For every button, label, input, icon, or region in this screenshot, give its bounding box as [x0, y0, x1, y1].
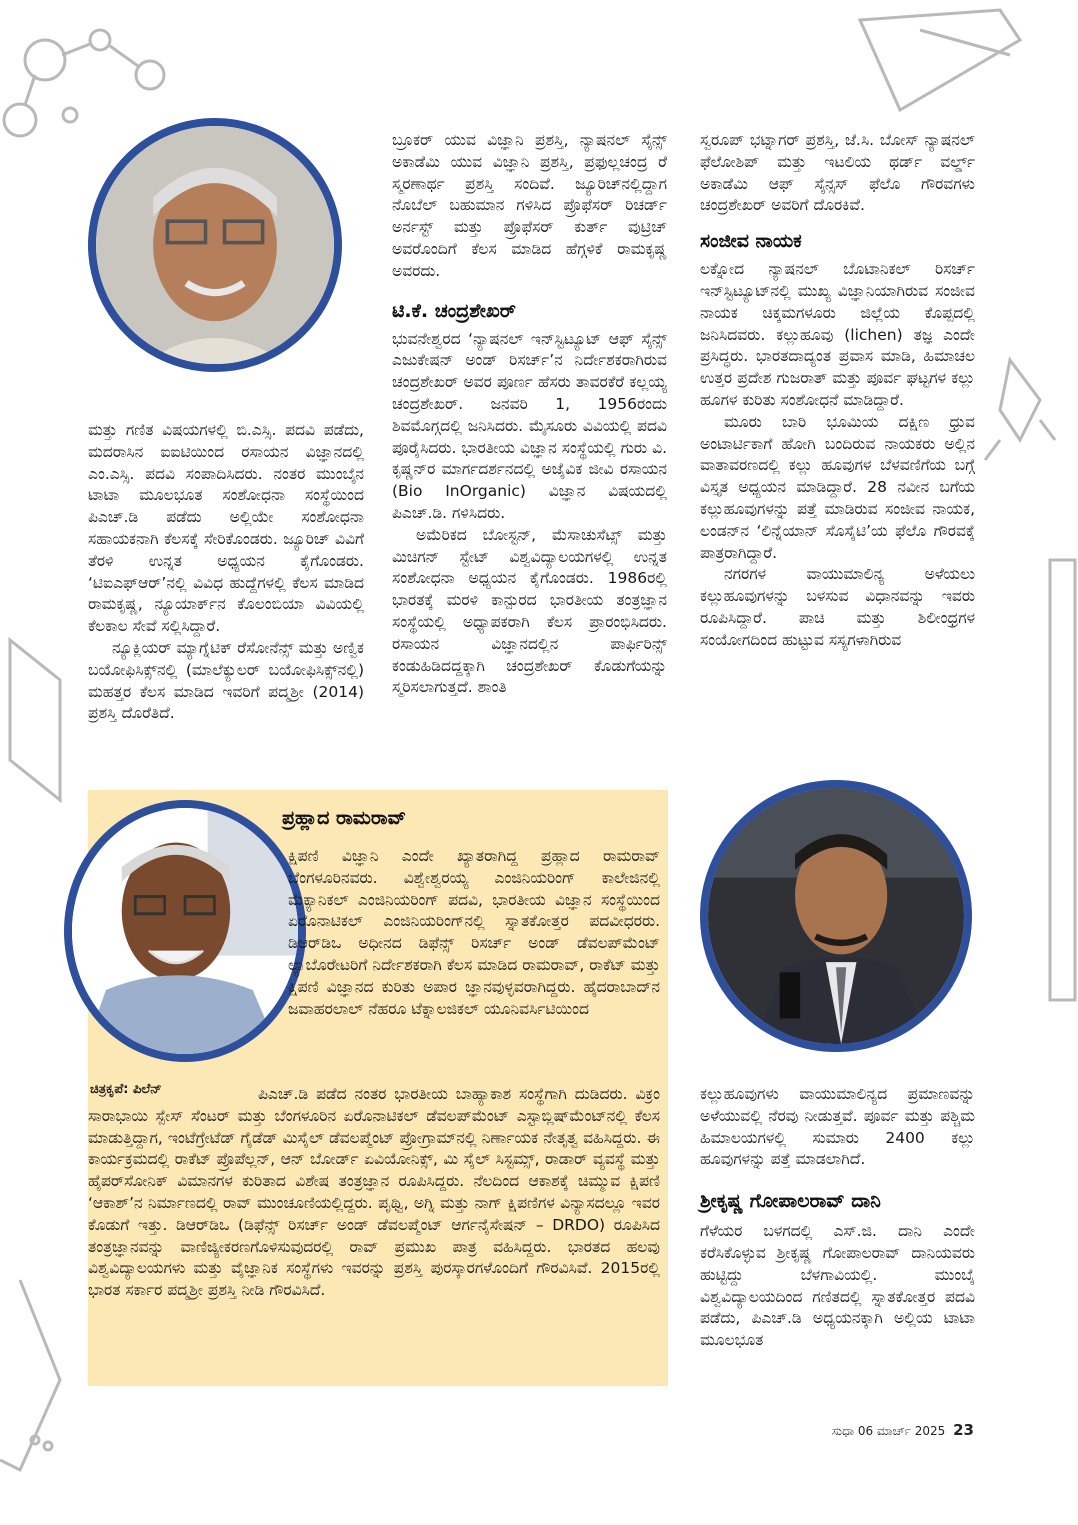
photo-credit-caption: ಚಿತ್ರಕೃಪೆ: ಪಿಲೆನ್ [90, 1082, 162, 1097]
box-paragraph-1-wrap [288, 846, 660, 1020]
box-paragraph-2: ಪಿಎಚ್.ಡಿ ಪಡೆದ ನಂತರ ಭಾರತೀಯ ಬಾಹ್ಯಾಕಾಶ ಸಂಸ್ಥೆಗಾಗಿ ದುಡಿದರು. ವಿಕ್ರಂ ಸಾರಾಭಾಯಿ ಸ್ಪೇಸ್ ಸೆಂಟರ್ ಮತ್ತು ಬೆಂಗಳೂರಿನ ಏರೊನಾಟಿಕಲ್ ಡೆವಲಪ್‌ಮೆಂಟ್ ಎಸ್ಟಾಬ್ಲಿಷ್‌ಮೆಂಟ್‌ನಲ್ಲಿ ಕೆಲಸ ಮಾಡುತ್ತಿದ್ದಾಗ, ಇಂಟೆಗ್ರೇಟೆಡ್ ಗೈಡೆಡ್ ಮಿಸೈಲ್ ಡೆವಲಪ್ಮೆಂಟ್ ಪ್ರೋಗ್ರಾಮ್‌ನಲ್ಲಿ ನಿರ್ಣಾಯಕ ನೇತೃತ್ವ ವಹಿಸಿದ್ದರು. ಈ ಕಾರ್ಯಕ್ರಮದಲ್ಲಿ ರಾಕೆಟ್ ಪ್ರೊಪೆಲ್ಲನ್, ಆನ್ ಬೋರ್ಡ್ ಏವಿಯೋನಿಕ್ಸ್, ಮಿ ಸೈಲ್ ಸಿಸ್ಟಮ್ಸ್, ರಾಡಾರ್ ವ್ಯವಸ್ಥೆ ಮತ್ತು ಹೈಪರ್‌ಸೋನಿಕ್ ವಿಮಾನಗಳ ಕುರಿತಾದ ವಿಶೇಷ ತಂತ್ರಜ್ಞಾನ ರೂಪಿಸಿದ್ದರು. ನೆಲದಿಂದ ಆಕಾಶಕ್ಕೆ ಚಿಮ್ಮುವ ಕ್ಷಿಪಣಿ ‘ಆಕಾಶ್’ನ ನಿರ್ಮಾಣದಲ್ಲಿ ರಾವ್ ಮುಂಚೂಣಿಯಲ್ಲಿದ್ದರು. ಪೃಥ್ವಿ, ಅಗ್ನಿ ಮತ್ತು ನಾಗ್ ಕ್ಷಿಪಣಿಗಳ ವಿನ್ಯಾಸದಲ್ಲೂ ಇವರ ಕೊಡುಗೆ ಇತ್ತು. ಡಿಆರ್‌ಡಿಒ (ಡಿಫೆನ್ಸ್ ರಿಸರ್ಚ್ ಅಂಡ್ ಡೆವಲಪ್ಮೆಂಟ್ ಆರ್ಗನೈಸೇಷನ್ – DRDO) ರೂಪಿಸಿದ ತಂತ್ರಜ್ಞಾನವನ್ನು ವಾಣಿಜ್ಯೀಕರಣಗೊಳಿಸುವುದರಲ್ಲಿ ರಾವ್ ಪ್ರಮುಖ ಪಾತ್ರ ವಹಿಸಿದ್ದರು. ಭಾರತದ ಹಲವು ವಿಶ್ವವಿದ್ಯಾಲಯಗಳು ಮತ್ತು ವೈಜ್ಞಾನಿಕ ಸಂಸ್ಥೆಗಳು ಇವರನ್ನು ಪ್ರಶಸ್ತಿ ಪುರಸ್ಕಾರಗಳೊಂದಿಗೆ ಗೌರವಿಸಿವೆ. 2015ರಲ್ಲಿ ಭಾರತ ಸರ್ಕಾರ ಪದ್ಮಶ್ರೀ ಪ್ರಶಸ್ತಿ ನೀಡಿ ಗೌರವಿಸಿದೆ. [88, 1085, 660, 1300]
col2-paragraph-3: ಅಮೆರಿಕದ ಬೋಸ್ಟನ್, ಮೆಸಾಚುಸೆಟ್ಸ್ ಮತ್ತು ಮಿಚಿಗನ್ ಸ್ಟೇಟ್ ವಿಶ್ವವಿದ್ಯಾಲಯಗಳಲ್ಲಿ ಉನ್ನತ ಸಂಶೋಧನಾ ಅಧ್ಯಯನ ಕೈಗೊಂಡರು. 1986ರಲ್ಲಿ ಭಾರತಕ್ಕೆ ಮರಳಿ ಕಾನ್ಪುರದ ಭಾರತೀಯ ತಂತ್ರಜ್ಞಾನ ಸಂಸ್ಥೆಯಲ್ಲಿ ಅಧ್ಯಾಪಕರಾಗಿ ಕೆಲಸ ಪ್ರಾರಂಭಿಸಿದರು. ರಸಾಯನ ವಿಜ್ಞಾನದಲ್ಲಿನ ಪಾರ್ಫಿರಿನ್ಸ್ ಕಂಡುಹಿಡಿದದ್ದಕ್ಕಾಗಿ ಚಂದ್ರಶೇಖರ್ ಕೊಡುಗೆಯನ್ನು ಸ್ಮರಿಸಲಾಗುತ್ತದೆ. ಶಾಂತಿ [392, 525, 667, 697]
col3-paragraph-2: ಲಕ್ನೋದ ನ್ಯಾಷನಲ್ ಬೊಟಾನಿಕಲ್ ರಿಸರ್ಚ್ ಇನ್‌ಸ್ಟಿಟ್ಯೂಟ್‌ನಲ್ಲಿ ಮುಖ್ಯ ವಿಜ್ಞಾನಿಯಾಗಿರುವ ಸಂಜೀವ ನಾಯಕ ಚಿಕ್ಕಮಗಳೂರು ಜಿಲ್ಲೆಯ ಕೊಪ್ಪದಲ್ಲಿ ಜನಿಸಿದವರು. ಕಲ್ಲುಹೂವು (lichen) ತಜ್ಞ ಎಂದೇ ಪ್ರಸಿದ್ಧರು. ಭಾರತದಾದ್ಯಂತ ಪ್ರವಾಸ ಮಾಡಿ, ಹಿಮಾಚಲ ಉತ್ತರ ಪ್ರದೇಶ ಗುಜರಾತ್ ಮತ್ತು ಪೂರ್ವ ಘಟ್ಟಗಳ ಕಲ್ಲು ಹೂಗಳ ಕುರಿತು ಸಂಶೋಧನೆ ಮಾಡಿದ್ದಾರೆ. [700, 260, 975, 409]
col2-paragraph-1: ಬ್ರೂಕರ್ ಯುವ ವಿಜ್ಞಾನಿ ಪ್ರಶಸ್ತಿ, ನ್ಯಾಷನಲ್ ಸೈನ್ಸ್ ಅಕಾಡೆಮಿ ಯುವ ವಿಜ್ಞಾನಿ ಪ್ರಶಸ್ತಿ, ಪ್ರಫುಲ್ಲಚಂದ್ರ ರೆ ಸ್ಮರಣಾರ್ಥ ಪ್ರಶಸ್ತಿ ಸಂದಿವೆ. ಜ್ಯೂರಿಚ್‌ನಲ್ಲಿದ್ದಾಗ ನೊಬೆಲ್ ಬಹುಮಾನ ಗಳಿಸಿದ ಪ್ರೊಫೆಸರ್ ರಿಚರ್ಡ್ ಅರ್ನಸ್ಟ್ ಮತ್ತು ಪ್ರೊಫೆಸರ್ ಕುರ್ತ್ ವುಟ್ರಿಚ್ ಅವರೊಂದಿಗೆ ಕೆಲಸ ಮಾಡಿದ ಹೆಗ್ಗಳಿಕೆ ರಾಮಕೃಷ್ಣ ಅವರದು. [392, 131, 667, 280]
col2-paragraph-2: ಭುವನೇಶ್ವರದ ‘ನ್ಯಾಷನಲ್ ಇನ್‌ಸ್ಟಿಟ್ಯೂಟ್ ಆಫ್ ಸೈನ್ಸ್ ಎಜುಕೇಷನ್ ಅಂಡ್ ರಿಸರ್ಚ್’ನ ನಿರ್ದೇಶಕರಾಗಿರುವ ಚಂದ್ರಶೇಖರ್ ಅವರ ಪೂರ್ಣ ಹೆಸರು ತಾವರಕೆರೆ ಕಲ್ಲಯ್ಯ ಚಂದ್ರಶೇಖರ್. ಜನವರಿ 1, 1956ರಂದು ಶಿವಮೊಗ್ಗದಲ್ಲಿ ಜನಿಸಿದರು. ಮೈಸೂರು ವಿವಿಯಲ್ಲಿ ಪದವಿ ಪೂರೈಸಿದರು. ಭಾರತೀಯ ವಿಜ್ಞಾನ ಸಂಸ್ಥೆಯಲ್ಲಿ ಗುರು ವಿ. ಕೃಷ್ಣನ್‌ರ ಮಾರ್ಗದರ್ಶನದಲ್ಲಿ ಅಜೈವಿಕ ಜೀವಿ ರಸಾಯನ (Bio InOrganic) ವಿಜ್ಞಾನ ವಿಷಯದಲ್ಲಿ ಪಿಎಚ್.ಡಿ. ಗಳಿಸಿದರು. [392, 329, 667, 522]
page-footer [832, 1421, 974, 1439]
heading-sanjeeva-nayaka: ಸಂಜೀವ ನಾಯಕ [700, 230, 802, 253]
col3-paragraph-1: ಸ್ವರೂಪ್ ಭಟ್ನಾಗರ್ ಪ್ರಶಸ್ತಿ, ಜೆ.ಸಿ. ಬೋಸ್ ನ್ಯಾಷನಲ್ ಫೆಲೋಶಿಪ್ ಮತ್ತು ಇಟಲಿಯ ಥರ್ಡ್ ವರ್ಲ್ಡ್ ಅಕಾಡೆಮಿ ಆಫ್ ಸೈನ್ಸಸ್ ಫೆಲೊ ಗೌರವಗಳು ಚಂದ್ರಶೇಖರ್ ಅವರಿಗೆ ದೊರಕಿವೆ. [700, 131, 975, 215]
portrait-sanjeeva-nayaka-image [708, 788, 964, 1044]
col1-paragraph-2: ನ್ಯೂಕ್ಲಿಯರ್ ಮ್ಯಾಗ್ನೆಟಿಕ್ ರೆಸೋನೆನ್ಸ್ ಮತ್ತು ಅಣ್ವಿಕ ಬಯೋಫಿಸಿಕ್ಸ್‌ನಲ್ಲಿ (ಮಾಲೆಕ್ಯುಲರ್ ಬಯೋಫಿಸಿಕ್ಸ್‌ನಲ್ಲಿ) ಮಹತ್ತರ ಕೆಲಸ ಮಾಡಿದ ಇವರಿಗೆ ಪದ್ಮಶ್ರೀ (2014) ಪ್ರಶಸ್ತಿ ದೊರೆತಿದೆ. [88, 638, 364, 723]
portrait-ramakrishna [88, 118, 342, 372]
footer-label: ಸುಧಾ 06 ಮಾರ್ಚ್ 2025 [831, 1424, 946, 1438]
col3-paragraph-6: ಗೆಳೆಯರ ಬಳಗದಲ್ಲಿ ಎಸ್.ಜಿ. ದಾನಿ ಎಂದೇ ಕರೆಸಿಕೊಳ್ಳುವ ಶ್ರೀಕೃಷ್ಣ ಗೋಪಾಲರಾವ್ ದಾನಿಯವರು ಹುಟ್ಟಿದ್ದು ಬೆಳಗಾವಿಯಲ್ಲಿ. ಮುಂಬೈ ವಿಶ್ವವಿದ್ಯಾಲಯದಿಂದ ಗಣಿತದಲ್ಲಿ ಸ್ನಾತಕೋತ್ತರ ಪದವಿ ಪಡೆದು, ಪಿಎಚ್.ಡಿ ಅಧ್ಯಯನಕ್ಕಾಗಿ ಅಲ್ಲಿಯ ಟಾಟಾ ಮೂಲಭೂತ [700, 1222, 975, 1350]
column-2 [392, 130, 667, 699]
column-1 [88, 420, 364, 725]
heading-prahlada-ramarao: ಪ್ರಹ್ಲಾದ ರಾಮರಾವ್ [282, 807, 406, 829]
portrait-sanjeeva-nayaka [700, 780, 972, 1052]
box-paragraph-2-wrap [88, 1084, 660, 1302]
column-3 [700, 130, 975, 652]
heading-srikrishna-dani: ಶ್ರೀಕೃಷ್ಣ ಗೋಪಾಲರಾವ್ ದಾನಿ [700, 1190, 881, 1213]
col3-paragraph-3: ಮೂರು ಬಾರಿ ಭೂಮಿಯ ದಕ್ಷಿಣ ಧ್ರುವ ಅಂಟಾರ್ಟಿಕಾಗೆ ಹೋಗಿ ಬಂದಿರುವ ನಾಯಕರು ಅಲ್ಲಿನ ವಾತಾವರಣದಲ್ಲಿ ಕಲ್ಲು ಹೂವುಗಳ ಬೆಳವಣಿಗೆಯ ಬಗ್ಗೆ ವಿಸ್ತೃತ ಅಧ್ಯಯನ ಮಾಡಿದ್ದಾರೆ. 28 ನವೀನ ಬಗೆಯ ಕಲ್ಲುಹೂವುಗಳನ್ನು ಪತ್ತೆ ಮಾಡಿರುವ ಸಂಜೀವ ನಾಯಕ, ಲಂಡನ್‌ನ ‘ಲಿನ್ನೆಯಾನ್ ಸೊಸೈಟಿ’ಯ ಫೆಲೊ ಗೌರವಕ್ಕೆ ಪಾತ್ರರಾಗಿದ್ದಾರೆ. [700, 412, 975, 562]
portrait-prahlada-ramarao [64, 800, 306, 1062]
col3-paragraph-4: ನಗರಗಳ ವಾಯುಮಾಲಿನ್ಯ ಅಳೆಯಲು ಕಲ್ಲುಹೂವುಗಳನ್ನು ಬಳಸುವ ವಿಧಾನವನ್ನು ಇವರು ರೂಪಿಸಿದ್ದಾರೆ. ಪಾಚಿ ಮತ್ತು ಶಿಲೀಂಧ್ರಗಳ ಸಂಯೋಗದಿಂದ ಹುಟ್ಟುವ ಸಸ್ಯಗಳಾಗಿರುವ [700, 565, 975, 649]
portrait-ramakrishna-image [96, 126, 334, 364]
col1-paragraph-1: ಮತ್ತು ಗಣಿತ ವಿಷಯಗಳಲ್ಲಿ ಬಿ.ಎಸ್ಸಿ. ಪದವಿ ಪಡೆದು, ಮದರಾಸಿನ ಐಐಟಿಯಿಂದ ರಸಾಯನ ವಿಜ್ಞಾನದಲ್ಲಿ ಎಂ.ಎಸ್ಸಿ. ಪದವಿ ಸಂಪಾದಿಸಿದರು. ನಂತರ ಮುಂಬೈನ ಟಾಟಾ ಮೂಲಭೂತ ಸಂಶೋಧನಾ ಸಂಸ್ಥೆಯಿಂದ ಪಿಎಚ್.ಡಿ ಪಡೆದು ಅಲ್ಲಿಯೇ ಸಂಶೋಧನಾ ಸಹಾಯಕನಾಗಿ ಕೆಲಸಕ್ಕೆ ಸೇರಿಕೊಂಡರು. ಜ್ಯೂರಿಚ್ ವಿವಿಗೆ ತೆರಳಿ ಉನ್ನತ ಅಧ್ಯಯನ ಕೈಗೊಂಡರು. ‘ಟಿಐಎಫ್‌ಆರ್’ನಲ್ಲಿ ವಿವಿಧ ಹುದ್ದೆಗಳಲ್ಲಿ ಕೆಲಸ ಮಾಡಿದ ರಾಮಕೃಷ್ಣ, ನ್ಯೂಯಾರ್ಕ್‌ನ ಕೊಲಂಬಿಯಾ ವಿವಿಯಲ್ಲಿ ಕೆಲಕಾಲ ಸೇವೆ ಸಲ್ಲಿಸಿದ್ದಾರೆ. [88, 421, 364, 636]
box-paragraph-1: ಕ್ಷಿಪಣಿ ವಿಜ್ಞಾನಿ ಎಂದೇ ಖ್ಯಾತರಾಗಿದ್ದ ಪ್ರಹ್ಲಾದ ರಾಮರಾವ್ ಬೆಂಗಳೂರಿನವರು. ವಿಶ್ವೇಶ್ವರಯ್ಯ ಎಂಜಿನಿಯರಿಂಗ್ ಕಾಲೇಜಿನಲ್ಲಿ ಮೆಕ್ಯಾನಿಕಲ್ ಎಂಜಿನಿಯರಿಂಗ್ ಪದವಿ, ಭಾರತೀಯ ವಿಜ್ಞಾನ ಸಂಸ್ಥೆಯಿಂದ ಏರೊನಾಟಿಕಲ್ ಎಂಜಿನಿಯರಿಂಗ್‌ನಲ್ಲಿ ಸ್ನಾತಕೋತ್ತರ ಪದವೀಧರರು. ಡಿಆರ್‌ಡಿಒ ಅಧೀನದ ಡಿಫೆನ್ಸ್ ರಿಸರ್ಚ್ ಅಂಡ್ ಡೆವಲಪ್‌ಮೆಂಟ್ ಲ್ಯಾಬೊರೇಟರಿಗೆ ನಿರ್ದೇಶಕರಾಗಿ ಕೆಲಸ ಮಾಡಿದ ರಾಮರಾವ್, ರಾಕೆಟ್ ಮತ್ತು ಕ್ಷಿಪಣಿ ವಿಜ್ಞಾನದ ಕುರಿತು ಅಪಾರ ಜ್ಞಾನವುಳ್ಳವರಾಗಿದ್ದರು. ಹೈದರಾಬಾದ್‌ನ ಜವಾಹರಲಾಲ್ ನೆಹರೂ ಟೆಕ್ನಾಲಜಿಕಲ್ ಯೂನಿವರ್ಸಿಟಿಯಿಂದ [288, 847, 660, 1018]
heading-chandrashekar: ಟಿ.ಕೆ. ಚಂದ್ರಶೇಖರ್ [392, 299, 516, 322]
column-3-continued [700, 1084, 975, 1352]
page-number: 23 [953, 1421, 974, 1439]
portrait-prahlada-ramarao-image [72, 808, 298, 1054]
col3-paragraph-5: ಕಲ್ಲುಹೂವುಗಳು ವಾಯುಮಾಲಿನ್ಯದ ಪ್ರಮಾಣವನ್ನು ಅಳೆಯುವಲ್ಲಿ ನೆರವು ನೀಡುತ್ತವೆ. ಪೂರ್ವ ಮತ್ತು ಪಶ್ಚಿಮ ಹಿಮಾಲಯಗಳಲ್ಲಿ ಸುಮಾರು 2400 ಕಲ್ಲು ಹೂವುಗಳನ್ನು ಪತ್ತೆ ಮಾಡಲಾಗಿದೆ. [700, 1085, 975, 1169]
